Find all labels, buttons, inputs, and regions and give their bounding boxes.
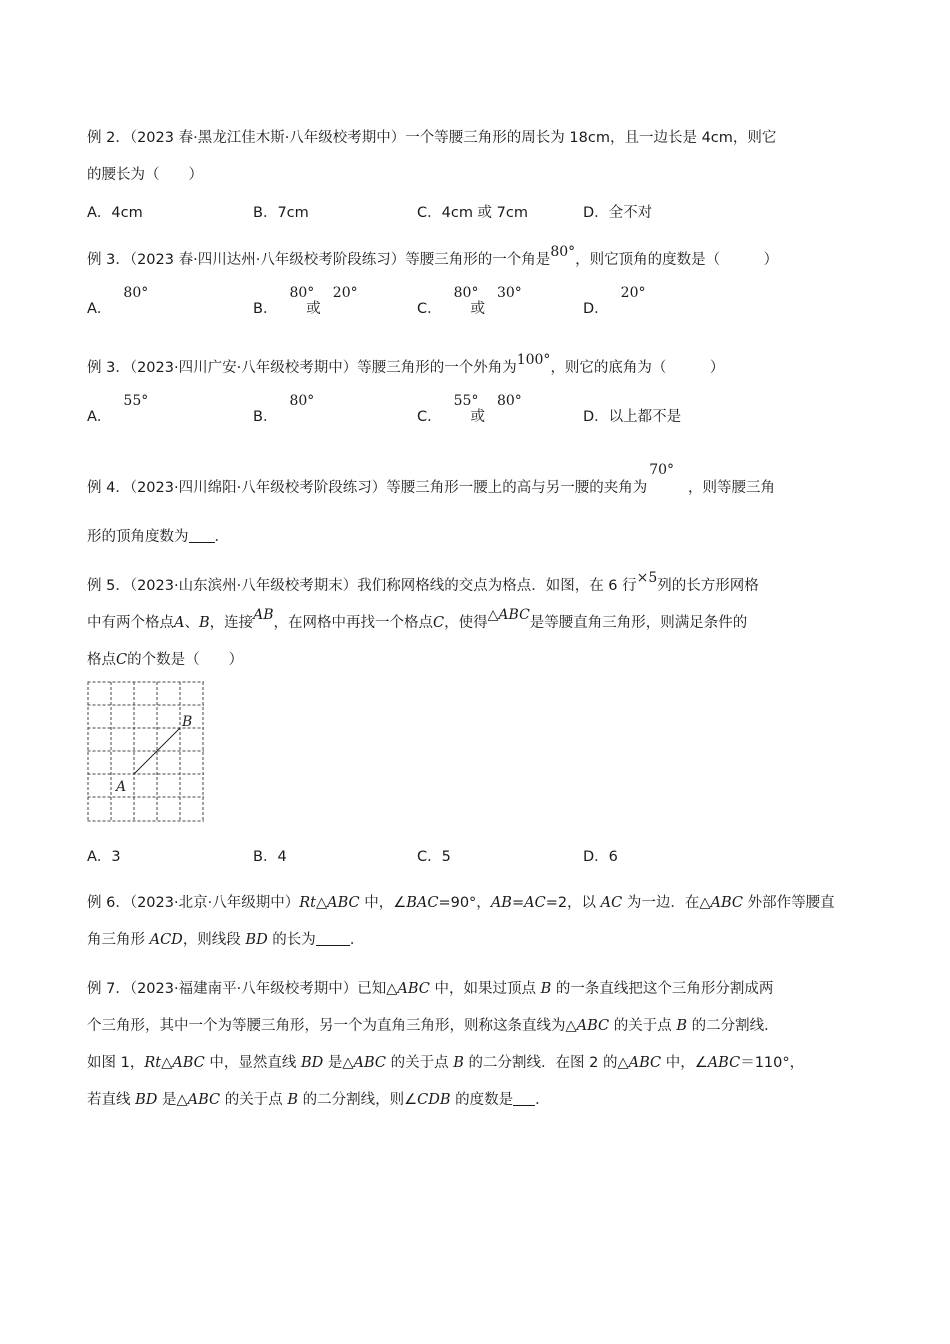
ex3b-option-b-value: 80°: [289, 393, 315, 409]
ex5-line3-c: C: [116, 652, 128, 668]
ex4-stem-a: 例 4．（2023·四川绵阳·八年级校考阶段练习）等腰三角形一腰上的高与另一腰的夹角为: [87, 480, 648, 496]
ex7-b3: B: [453, 1055, 464, 1071]
ex5-line2-c: ，在网格中再找一个格点: [273, 615, 434, 631]
ex3a-option-c: [417, 285, 522, 318]
ex7-line2-b: 的关于点: [609, 1018, 677, 1034]
ex7-bd: BD: [300, 1055, 324, 1071]
ex7-line3-e: 的二分割线．在图 2 的△: [463, 1055, 629, 1071]
ex5-triangle-abc: △ABC: [487, 607, 530, 623]
ex3b-option-a-label: A．: [87, 409, 112, 425]
ex6-line1-b: 中，∠: [359, 895, 407, 911]
ex6-line2-c: 的长为: [267, 932, 316, 948]
ex3a-option-c-value2: 30°: [496, 285, 522, 301]
ex7-line3-g: ＝110°，: [740, 1055, 805, 1071]
ex5-line2-e: 是等腰直角三角形，则满足条件的: [529, 615, 748, 631]
ex3b-stem: [87, 352, 725, 378]
ex6-bac: BAC: [406, 895, 439, 911]
ex7-line4-e: 的度数是: [450, 1092, 514, 1108]
ex4-end: ．: [214, 529, 229, 545]
ex3a-option-d-label: D．: [583, 301, 609, 317]
ex7-line4-d: 的二分割线，则∠: [298, 1092, 418, 1108]
grid-label-a: A: [116, 779, 127, 795]
ex7-abc5: ABC: [628, 1055, 662, 1071]
ex5-line2-b: ，连接: [209, 615, 254, 631]
ex2-option-d: D．全不对: [583, 205, 653, 221]
ex6-line1-e: 为一边．在△: [622, 895, 711, 911]
ex7-line4-c: 的关于点: [220, 1092, 288, 1108]
ex7-line4-a: 若直线: [87, 1092, 136, 1108]
ex5-line1-a: 例 5．（2023·山东滨州·八年级校考期末）我们称网格线的交点为格点．如图，在 6 行: [87, 578, 637, 594]
ex6-line1-d: =2，以: [545, 895, 601, 911]
ex7-line2-a: 个三角形，其中一个为等腰三角形，另一个为直角三角形，则称这条直线为△: [87, 1018, 577, 1034]
ex7-abc7: ABC: [187, 1092, 221, 1108]
ex6-line1-a: 例 6．（2023·北京·八年级期中）: [87, 895, 300, 911]
ex3a-stem: [87, 244, 779, 270]
ex2-option-c: C．4cm 或 7cm: [417, 205, 528, 221]
ex6-line2: [87, 930, 364, 950]
ex7-line1-b: 中，如果过顶点: [429, 981, 541, 997]
ex3b-option-c-label: C．: [417, 409, 442, 425]
ex3a-option-a-label: A．: [87, 301, 112, 317]
ex3a-option-a-value: 80°: [123, 285, 149, 301]
ex7-line4-b: 是△: [157, 1092, 188, 1108]
ex5-option-c: C．5: [417, 849, 451, 865]
ex3a-stem-a: 例 3．（2023 春·四川达州·八年级校考阶段练习）等腰三角形的一个角是: [87, 252, 551, 268]
ex7-cdb: CDB: [417, 1092, 451, 1108]
ex5-line1: [87, 570, 759, 596]
ex5-line2: [87, 607, 748, 633]
ex3b-option-a: [87, 393, 149, 426]
ex2-option-b: B．7cm: [253, 205, 309, 221]
ex4-line2-text: 形的顶角度数为: [87, 529, 189, 545]
ex5-grid-figure: [87, 681, 207, 825]
ex2-line2: 的腰长为（ ）: [87, 167, 203, 183]
ex3a-option-b-label: B．: [253, 301, 278, 317]
ex3a-option-b-value2: 20°: [332, 285, 358, 301]
ex3a-angle: 80°: [550, 244, 576, 260]
ex7-line3-f: 中，∠: [661, 1055, 708, 1071]
ex7-tri: △: [161, 1055, 173, 1071]
ex5-option-d: D．6: [583, 849, 618, 865]
ex5-line3-b: 的个数是（ ）: [127, 652, 244, 668]
ex5-line2-a: 中有两个格点: [87, 615, 174, 631]
ex4-angle: 70°: [649, 462, 675, 478]
ex3a-option-b-or: 或: [306, 301, 321, 317]
ex7-line2: [87, 1016, 779, 1036]
ex6-rt: Rt: [299, 895, 316, 911]
ex3a-option-b-value1: 80°: [289, 285, 315, 301]
ex3b-option-b-label: B．: [253, 409, 278, 425]
ex5-option-a: A．3: [87, 849, 121, 865]
ex7-answer-blank: [513, 1091, 535, 1106]
ex5-line3-a: 格点: [87, 652, 116, 668]
ex5-option-b: B．4: [253, 849, 287, 865]
ex3b-option-a-value: 55°: [123, 393, 149, 409]
ex7-b2: B: [676, 1018, 688, 1034]
ex7-end: ．: [535, 1092, 550, 1108]
ex6-line1: [87, 893, 835, 913]
ex3a-option-a: [87, 285, 149, 318]
ex6-ab: AB: [490, 895, 512, 911]
ex6-tri: △: [315, 895, 328, 911]
ex3a-option-b: [253, 285, 358, 318]
ex5-sep: 、: [184, 615, 199, 631]
ex7-line1-c: 的一条直线把这个三角形分割成两: [551, 981, 774, 997]
ex3b-option-c-value1: 55°: [453, 393, 479, 409]
grid-label-b: B: [182, 714, 193, 730]
ex3a-stem-b: ，则它顶角的度数是（ ）: [575, 252, 779, 268]
ex7-abc6: ABC: [707, 1055, 741, 1071]
ex5-times-5: ×5: [636, 570, 658, 586]
ex6-eq: =: [511, 895, 525, 911]
ex7-line3-b: 中，显然直线: [204, 1055, 301, 1071]
ex3b-option-c-or: 或: [470, 409, 485, 425]
ex5-line1-b: 列的长方形网格: [657, 578, 759, 594]
ex3b-option-c-value2: 80°: [496, 393, 522, 409]
ex7-line3: [87, 1053, 804, 1073]
ex5-line3: [87, 650, 243, 670]
ex3b-angle: 100°: [516, 352, 551, 368]
ex6-abc2: ABC: [710, 895, 744, 911]
ex5-options: [87, 845, 867, 867]
ex6-acd: ACD: [149, 932, 183, 948]
ex6-bd: BD: [245, 932, 268, 948]
ex7-b4: B: [287, 1092, 299, 1108]
ex7-abc: ABC: [397, 981, 430, 997]
ex6-line1-c: =90°，: [438, 895, 491, 911]
grid-lines: [88, 682, 205, 821]
ex7-abc3: ABC: [172, 1055, 205, 1071]
ex6-line2-b: ，则线段: [182, 932, 246, 948]
ex7-line4: [87, 1090, 550, 1110]
ex7-line3-a: 如图 1，: [87, 1055, 145, 1071]
ex7-b: B: [540, 981, 552, 997]
ex7-line3-c: 是△: [323, 1055, 354, 1071]
ex5-point-c: C: [433, 615, 445, 631]
ex2-options: [87, 201, 867, 223]
ex7-abc4: ABC: [353, 1055, 387, 1071]
ex3b-option-b: [253, 393, 315, 426]
ex3b-option-c: [417, 393, 522, 426]
ex3a-option-c-or: 或: [470, 301, 485, 317]
ex6-answer-blank: [316, 931, 350, 946]
ex6-ac2: AC: [600, 895, 623, 911]
ex4-line2: [87, 527, 229, 547]
ex7-line1-a: 例 7．（2023·福建南平·八年级校考期中）已知△: [87, 981, 398, 997]
ex6-ac: AC: [524, 895, 546, 911]
ex3a-option-d: [583, 285, 646, 318]
ex3b-stem-b: ，则它的底角为（ ）: [550, 360, 725, 376]
ex3b-option-d: D．以上都不是: [583, 409, 682, 425]
ex4-stem-b: ，则等腰三角: [688, 480, 776, 496]
ex7-bd2: BD: [135, 1092, 158, 1108]
ex7-line1: [87, 979, 773, 999]
ex7-rt: Rt: [144, 1055, 162, 1071]
ex2-option-a: A．4cm: [87, 205, 143, 221]
ex7-abc2: ABC: [576, 1018, 610, 1034]
ex6-line2-a: 角三角形: [87, 932, 150, 948]
ex3a-option-d-value: 20°: [620, 285, 646, 301]
ex4-line1: [87, 462, 776, 498]
ex7-line2-c: 的二分割线．: [687, 1018, 779, 1034]
ex3b-stem-a: 例 3．（2023·四川广安·八年级校考期中）等腰三角形的一个外角为: [87, 360, 517, 376]
ex6-line1-f: 外部作等腰直: [743, 895, 835, 911]
ex6-abc: ABC: [327, 895, 360, 911]
ex5-point-a: A: [174, 615, 185, 631]
ex3b-options: [87, 393, 867, 427]
ex7-line3-d: 的关于点: [386, 1055, 454, 1071]
ex5-segment-ab: AB: [253, 607, 274, 623]
ex5-line2-d: ，使得: [444, 615, 488, 631]
ex2-line1: 例 2．（2023 春·黑龙江佳木斯·八年级校考期中）一个等腰三角形的周长为 18cm，且一边长是 4cm，则它: [87, 130, 777, 146]
ex6-end: ．: [349, 932, 365, 948]
ex5-point-b: B: [198, 615, 210, 631]
ex4-answer-blank: [189, 528, 215, 543]
ex3a-options: [87, 285, 867, 319]
ex3a-option-c-label: C．: [417, 301, 442, 317]
ex3a-option-c-value1: 80°: [453, 285, 479, 301]
